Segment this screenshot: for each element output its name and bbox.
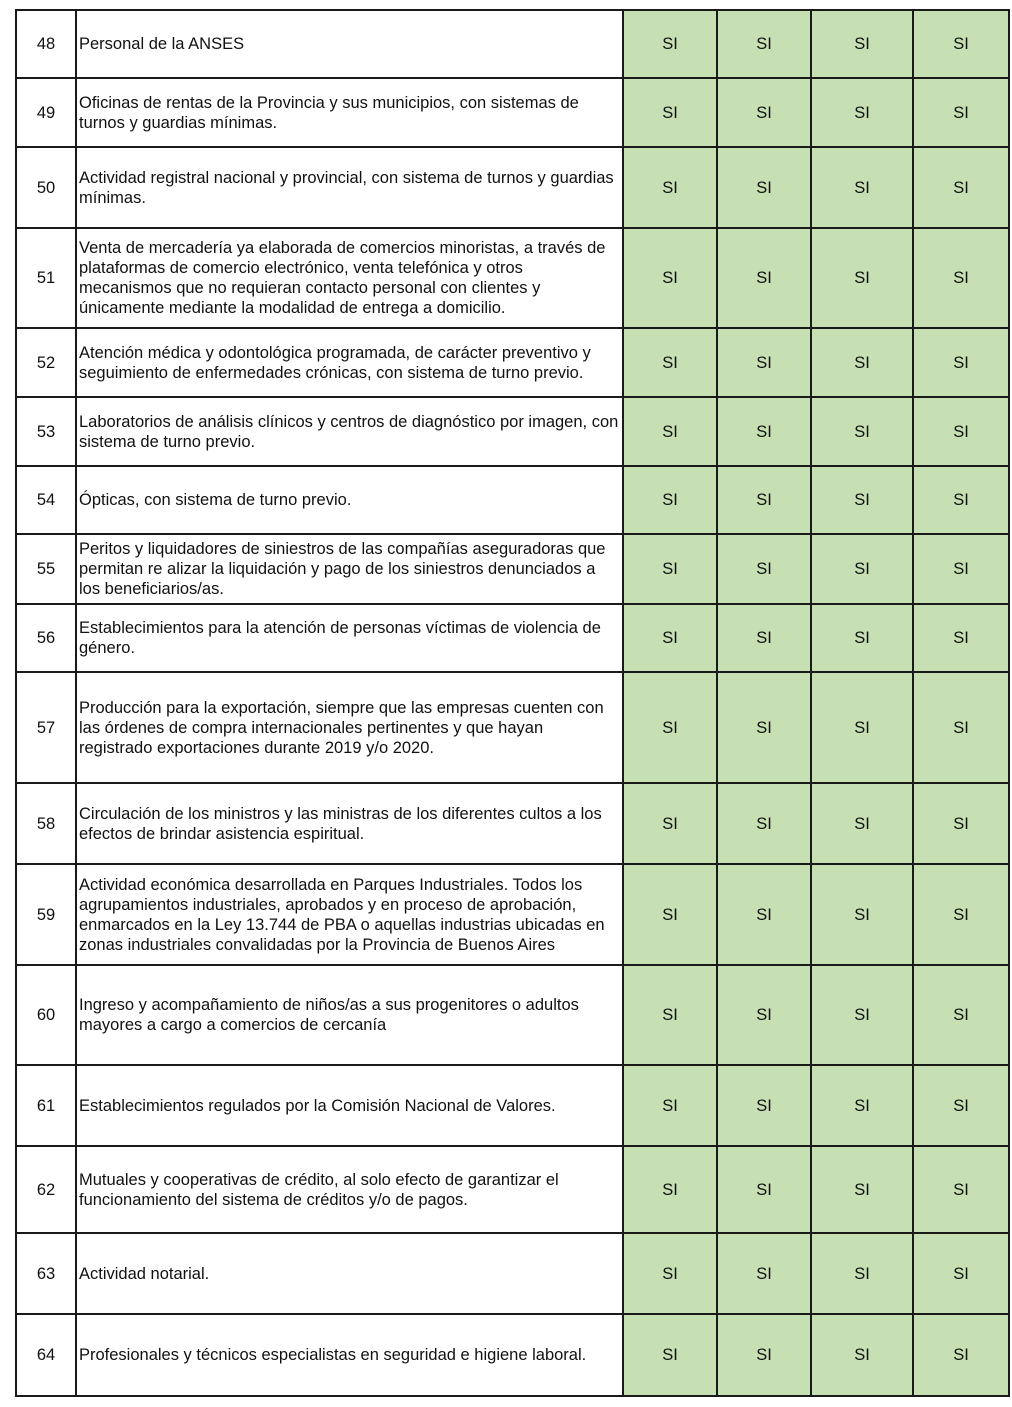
table-row bbox=[16, 1314, 1009, 1396]
status-cell: SI bbox=[623, 1146, 717, 1233]
activity-description: Mutuales y cooperativas de crédito, al solo efecto de garantizar el funcionamiento del sistema de créditos y/o de pagos. bbox=[76, 1146, 623, 1233]
activity-description: Ingreso y acompañamiento de niños/as a sus progenitores o adultos mayores a cargo a comercios de cercanía bbox=[76, 965, 623, 1065]
status-cell: SI bbox=[913, 1314, 1009, 1396]
activity-description: Laboratorios de análisis clínicos y centros de diagnóstico por imagen, con sistema de turno previo. bbox=[76, 397, 623, 466]
activities-table bbox=[15, 9, 1010, 1397]
activity-description: Establecimientos para la atención de personas víctimas de violencia de género. bbox=[76, 604, 623, 672]
status-cell: SI bbox=[811, 672, 913, 783]
status-cell: SI bbox=[717, 466, 811, 534]
activity-description: Peritos y liquidadores de siniestros de las compañías aseguradoras que permitan re alizar la liquidación y pago de los siniestros denunciados a los beneficiarios/as. bbox=[76, 534, 623, 604]
status-cell: SI bbox=[811, 328, 913, 397]
status-cell: SI bbox=[717, 228, 811, 328]
status-cell: SI bbox=[717, 147, 811, 228]
status-cell: SI bbox=[717, 328, 811, 397]
status-cell: SI bbox=[717, 78, 811, 147]
row-number: 53 bbox=[16, 397, 76, 466]
status-cell: SI bbox=[913, 397, 1009, 466]
table-row bbox=[16, 965, 1009, 1065]
status-cell: SI bbox=[913, 466, 1009, 534]
status-cell: SI bbox=[913, 328, 1009, 397]
row-number: 48 bbox=[16, 10, 76, 78]
status-cell: SI bbox=[717, 864, 811, 965]
status-cell: SI bbox=[913, 534, 1009, 604]
status-cell: SI bbox=[811, 10, 913, 78]
row-number: 57 bbox=[16, 672, 76, 783]
activity-description: Circulación de los ministros y las ministras de los diferentes cultos a los efectos de brindar asistencia espiritual. bbox=[76, 783, 623, 864]
status-cell: SI bbox=[717, 965, 811, 1065]
row-number: 55 bbox=[16, 534, 76, 604]
table-row bbox=[16, 783, 1009, 864]
status-cell: SI bbox=[913, 147, 1009, 228]
status-cell: SI bbox=[623, 147, 717, 228]
table-row bbox=[16, 864, 1009, 965]
status-cell: SI bbox=[811, 397, 913, 466]
status-cell: SI bbox=[623, 672, 717, 783]
status-cell: SI bbox=[623, 783, 717, 864]
status-cell: SI bbox=[811, 147, 913, 228]
activity-description: Producción para la exportación, siempre que las empresas cuenten con las órdenes de compra internacionales pertinentes y que hayan registrado exportaciones durante 2019 y/o 2020. bbox=[76, 672, 623, 783]
row-number: 52 bbox=[16, 328, 76, 397]
row-number: 62 bbox=[16, 1146, 76, 1233]
row-number: 54 bbox=[16, 466, 76, 534]
table-row bbox=[16, 604, 1009, 672]
table-row bbox=[16, 672, 1009, 783]
table-row bbox=[16, 328, 1009, 397]
status-cell: SI bbox=[623, 1233, 717, 1314]
status-cell: SI bbox=[811, 1314, 913, 1396]
status-cell: SI bbox=[811, 534, 913, 604]
table-row bbox=[16, 1233, 1009, 1314]
status-cell: SI bbox=[811, 1146, 913, 1233]
row-number: 60 bbox=[16, 965, 76, 1065]
table-row bbox=[16, 466, 1009, 534]
status-cell: SI bbox=[717, 1065, 811, 1146]
status-cell: SI bbox=[623, 328, 717, 397]
row-number: 64 bbox=[16, 1314, 76, 1396]
status-cell: SI bbox=[623, 965, 717, 1065]
status-cell: SI bbox=[623, 10, 717, 78]
status-cell: SI bbox=[623, 228, 717, 328]
status-cell: SI bbox=[811, 864, 913, 965]
status-cell: SI bbox=[623, 864, 717, 965]
row-number: 61 bbox=[16, 1065, 76, 1146]
status-cell: SI bbox=[623, 1065, 717, 1146]
status-cell: SI bbox=[913, 228, 1009, 328]
status-cell: SI bbox=[913, 1065, 1009, 1146]
status-cell: SI bbox=[717, 783, 811, 864]
status-cell: SI bbox=[811, 965, 913, 1065]
status-cell: SI bbox=[717, 534, 811, 604]
activity-description: Profesionales y técnicos especialistas en seguridad e higiene laboral. bbox=[76, 1314, 623, 1396]
status-cell: SI bbox=[913, 1146, 1009, 1233]
status-cell: SI bbox=[717, 1314, 811, 1396]
status-cell: SI bbox=[811, 604, 913, 672]
status-cell: SI bbox=[913, 10, 1009, 78]
table-row bbox=[16, 78, 1009, 147]
activity-description: Actividad económica desarrollada en Parques Industriales. Todos los agrupamientos industriales, aprobados y en proceso de aprobación, enmarcados en la Ley 13.744 de PBA o aquellas industrias ubicadas en zonas industriales convalidadas por la Provincia de Buenos Aires bbox=[76, 864, 623, 965]
status-cell: SI bbox=[717, 1146, 811, 1233]
status-cell: SI bbox=[913, 672, 1009, 783]
activity-description: Personal de la ANSES bbox=[76, 10, 623, 78]
status-cell: SI bbox=[623, 534, 717, 604]
status-cell: SI bbox=[913, 78, 1009, 147]
row-number: 58 bbox=[16, 783, 76, 864]
table-row bbox=[16, 397, 1009, 466]
status-cell: SI bbox=[717, 1233, 811, 1314]
status-cell: SI bbox=[913, 1233, 1009, 1314]
activity-description: Oficinas de rentas de la Provincia y sus municipios, con sistemas de turnos y guardias mínimas. bbox=[76, 78, 623, 147]
table-row bbox=[16, 534, 1009, 604]
table-row bbox=[16, 228, 1009, 328]
table-row bbox=[16, 10, 1009, 78]
row-number: 63 bbox=[16, 1233, 76, 1314]
status-cell: SI bbox=[811, 1065, 913, 1146]
status-cell: SI bbox=[717, 397, 811, 466]
status-cell: SI bbox=[717, 10, 811, 78]
status-cell: SI bbox=[717, 604, 811, 672]
status-cell: SI bbox=[623, 78, 717, 147]
status-cell: SI bbox=[623, 466, 717, 534]
table-row bbox=[16, 1146, 1009, 1233]
status-cell: SI bbox=[623, 397, 717, 466]
activity-description: Actividad registral nacional y provincial, con sistema de turnos y guardias mínimas. bbox=[76, 147, 623, 228]
row-number: 51 bbox=[16, 228, 76, 328]
status-cell: SI bbox=[913, 864, 1009, 965]
activity-description: Actividad notarial. bbox=[76, 1233, 623, 1314]
status-cell: SI bbox=[811, 78, 913, 147]
status-cell: SI bbox=[811, 783, 913, 864]
status-cell: SI bbox=[913, 965, 1009, 1065]
row-number: 49 bbox=[16, 78, 76, 147]
status-cell: SI bbox=[717, 672, 811, 783]
activity-description: Venta de mercadería ya elaborada de comercios minoristas, a través de plataformas de comercio electrónico, venta telefónica y otros mecanismos que no requieran contacto personal con clientes y únicamente mediante la modalidad de entrega a domicilio. bbox=[76, 228, 623, 328]
status-cell: SI bbox=[811, 228, 913, 328]
row-number: 59 bbox=[16, 864, 76, 965]
status-cell: SI bbox=[623, 1314, 717, 1396]
status-cell: SI bbox=[811, 466, 913, 534]
status-cell: SI bbox=[623, 604, 717, 672]
table-row bbox=[16, 147, 1009, 228]
status-cell: SI bbox=[913, 604, 1009, 672]
activity-description: Establecimientos regulados por la Comisión Nacional de Valores. bbox=[76, 1065, 623, 1146]
row-number: 56 bbox=[16, 604, 76, 672]
row-number: 50 bbox=[16, 147, 76, 228]
activity-description: Ópticas, con sistema de turno previo. bbox=[76, 466, 623, 534]
table-row bbox=[16, 1065, 1009, 1146]
status-cell: SI bbox=[913, 783, 1009, 864]
activity-description: Atención médica y odontológica programada, de carácter preventivo y seguimiento de enfermedades crónicas, con sistema de turno previo. bbox=[76, 328, 623, 397]
status-cell: SI bbox=[811, 1233, 913, 1314]
